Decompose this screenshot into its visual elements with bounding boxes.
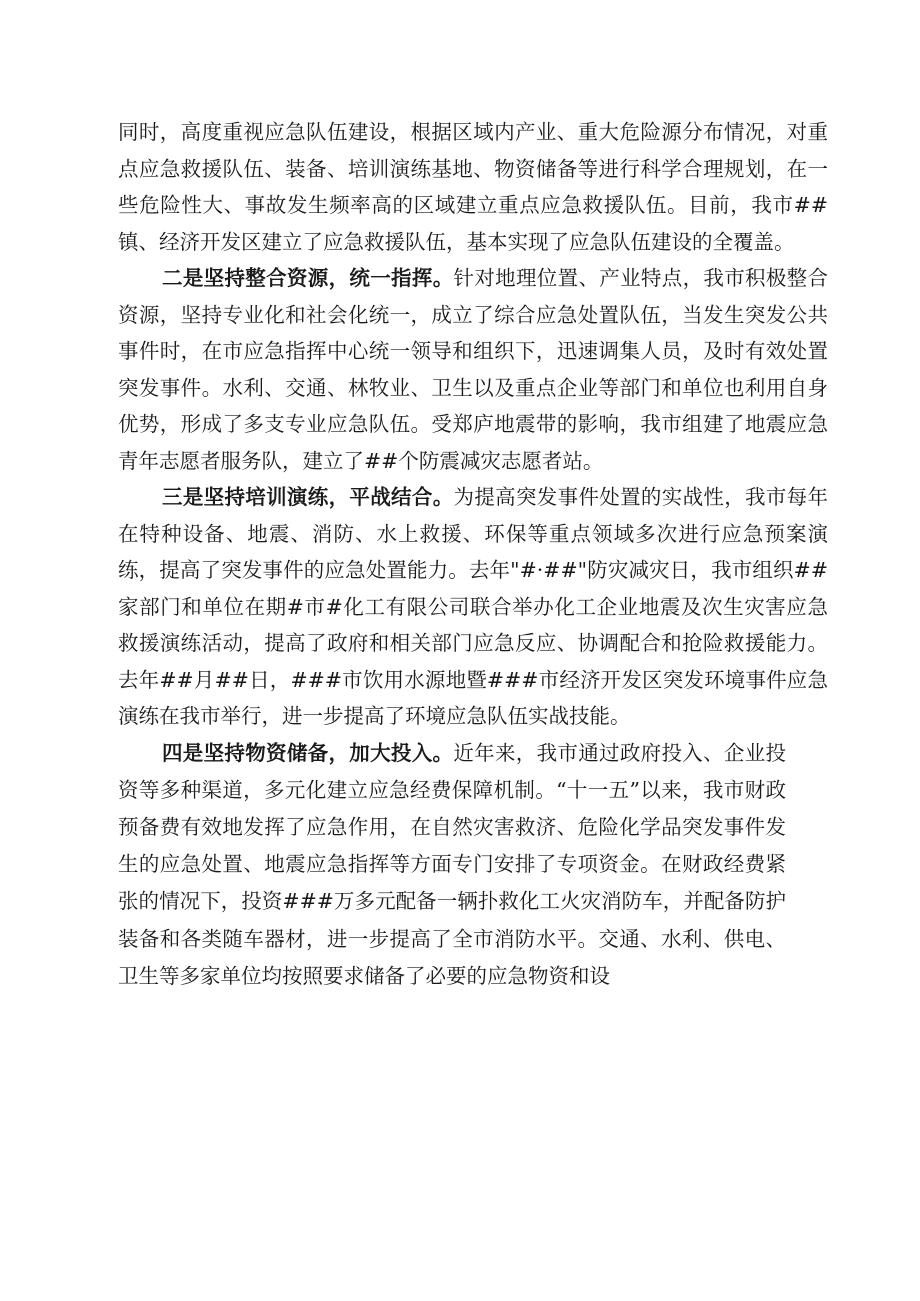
paragraph-training-drills bbox=[118, 479, 828, 735]
document-page bbox=[118, 114, 828, 995]
paragraph-material-reserves bbox=[118, 735, 786, 995]
paragraph-text: 同时，高度重视应急队伍建设，根据区域内产业、重大危险源分布情况，对重点应急救援队伍、装备、培训演练基地、物资储备等进行科学合理规划，在一些危险性大、事故发生频率高的区域建立重点应急救援队伍。目前，我市##镇、经济开发区建立了应急救援队伍，基本实现了应急队伍建设的全覆盖。 bbox=[118, 120, 828, 254]
paragraph-integrate-resources bbox=[118, 260, 828, 479]
paragraph-text: 近年来，我市通过政府投入、企业投资等多种渠道，多元化建立应急经费保障机制。“十一五”以来，我市财政预备费有效地发挥了应急作用，在自然灾害救济、危险化学品突发事件发生的应急处置、地震应急指挥等方面专门安排了专项资金。在财政经费紧张的情况下，投资###万多元配备一辆扑救化工火灾消防车，并配备防护装备和各类随车器材，进一步提高了全市消防水平。交通、水利、供电、卫生等多家单位均按照要求储备了必要的应急物资和设 bbox=[118, 740, 787, 988]
paragraph-lead-heading: 三是坚持培训演练，平战结合。 bbox=[162, 485, 454, 509]
paragraph-lead-heading: 四是坚持物资储备，加大投入。 bbox=[162, 740, 454, 765]
paragraph-text: 针对地理位置、产业特点，我市积极整合资源，坚持专业化和社会化统一，成立了综合应急处置队伍，当发生突发公共事件时，在市应急指挥中心统一领导和组织下，迅速调集人员，及时有效处置突发事件。水利、交通、林牧业、卫生以及重点企业等部门和单位也利用自身优势，形成了多支专业应急队伍。受郑庐地震带的影响，我市组建了地震应急青年志愿者服务队，建立了##个防震减灾志愿者站。 bbox=[118, 266, 828, 473]
paragraph-team-coverage bbox=[118, 114, 828, 260]
paragraph-lead-heading: 二是坚持整合资源，统一指挥。 bbox=[162, 266, 454, 290]
paragraph-text: 为提高突发事件处置的实战性，我市每年在特种设备、地震、消防、水上救援、环保等重点领域多次进行应急预案演练，提高了突发事件的应急处置能力。去年"#·##"防灾减灾日，我市组织##家部门和单位在期#市#化工有限公司联合举办化工企业地震及次生灾害应急救援演练活动，提高了政府和相关部门应急反应、协调配合和抢险救援能力。去年##月##日，###市饮用水源地暨###市经济开发区突发环境事件应急演练在我市举行，进一步提高了环境应急队伍实战技能。 bbox=[118, 485, 828, 728]
